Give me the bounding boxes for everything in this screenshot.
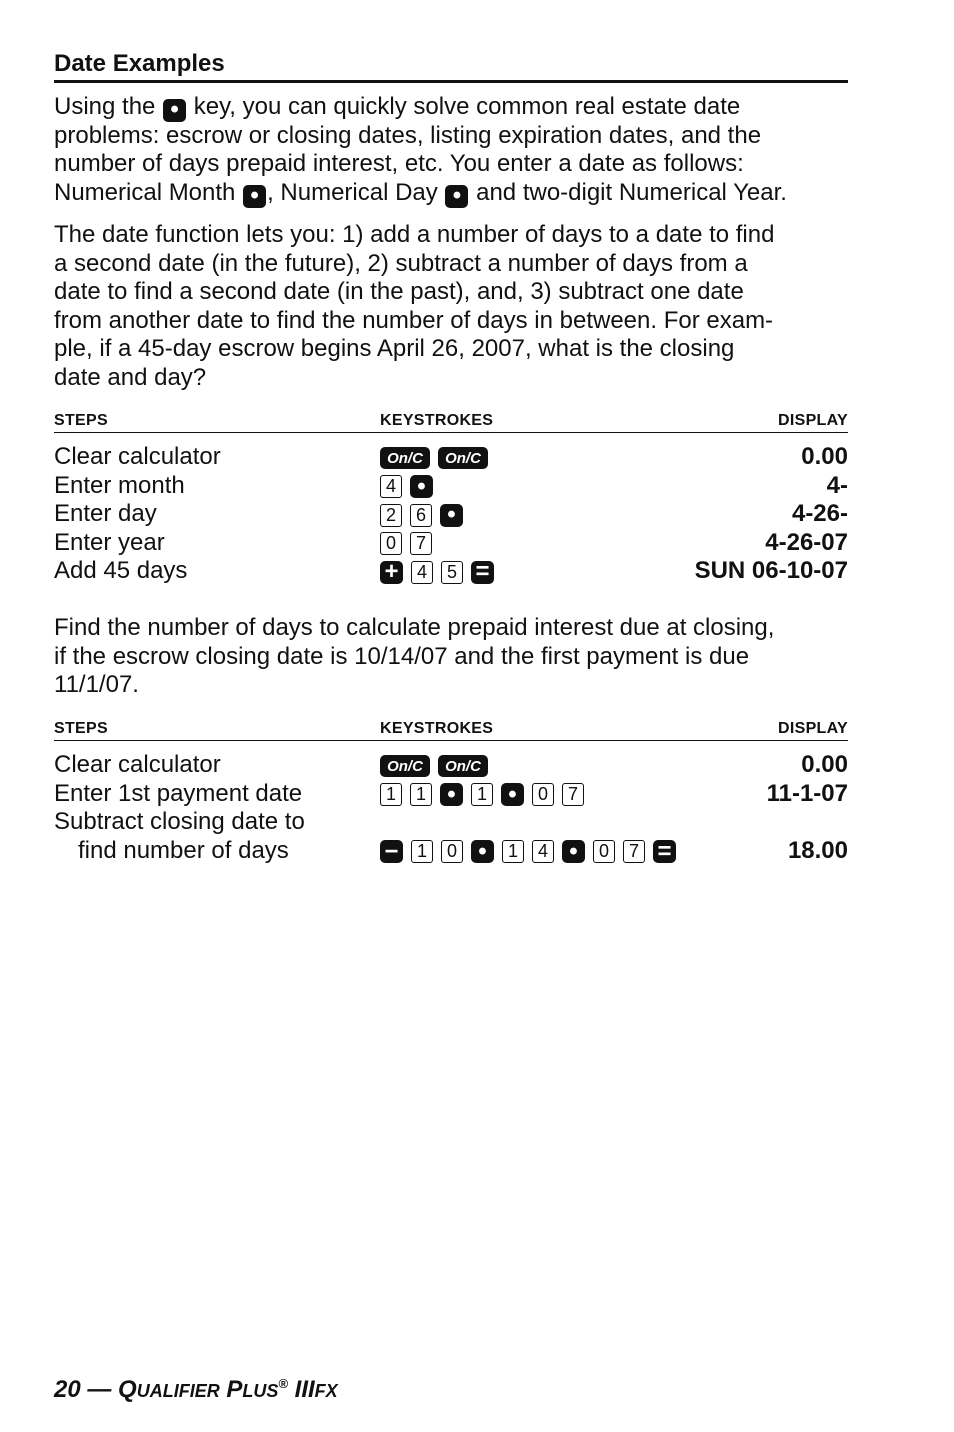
- date-key-icon: •: [410, 475, 433, 498]
- date-key-icon: •: [471, 840, 494, 863]
- date-key-icon: •: [501, 783, 524, 806]
- digit-4-key-icon: 4: [380, 475, 402, 498]
- text-line: if the escrow closing date is 10/14/07 and the first payment is due: [54, 642, 750, 670]
- digit-0-key-icon: 0: [380, 532, 402, 555]
- keystrokes: [380, 503, 463, 527]
- table-row: [54, 500, 848, 528]
- digit-1-key-icon: 1: [410, 783, 432, 806]
- step-label: Enter day: [54, 500, 157, 527]
- table-row: [54, 557, 848, 585]
- digit-6-key-icon: 6: [410, 504, 432, 527]
- section-title: Date Examples: [54, 50, 848, 83]
- keystrokes: [380, 754, 488, 778]
- equals-key-icon: =: [471, 561, 494, 584]
- keystrokes: [380, 560, 494, 584]
- step-label: Subtract closing date to: [54, 808, 305, 835]
- digit-7-key-icon: 7: [623, 840, 645, 863]
- date-key-icon: •: [440, 504, 463, 527]
- text-line: date to find a second date (in the past), and, 3) subtract one date: [54, 278, 744, 305]
- table-row: [54, 751, 848, 779]
- steps-header: STEPS: [54, 720, 108, 737]
- digit-7-key-icon: 7: [410, 532, 432, 555]
- on-c-key-icon: On/C: [438, 447, 488, 469]
- digit-5-key-icon: 5: [441, 561, 463, 584]
- intro-line-3: number of days prepaid interest, etc. You enter a date as follows:: [54, 150, 744, 178]
- date-key-icon: •: [445, 185, 468, 208]
- step-label: Add 45 days: [54, 557, 188, 584]
- function-paragraph: [54, 221, 854, 392]
- keystrokes-header: KEYSTROKES: [380, 412, 494, 429]
- display-value: 18.00: [787, 836, 848, 864]
- minus-key-icon: −: [380, 840, 403, 863]
- table-row: [54, 837, 848, 865]
- table-header: [54, 410, 848, 433]
- text-line: The date function lets you: 1) add a number of days to a date to find: [54, 221, 775, 248]
- date-key-icon: •: [243, 185, 266, 208]
- keystrokes-header: KEYSTROKES: [380, 720, 494, 737]
- keystrokes: [380, 472, 433, 500]
- display-value: 11-1-07: [766, 779, 848, 807]
- digit-0-key-icon: 0: [532, 783, 554, 806]
- digit-1-key-icon: 1: [471, 783, 493, 806]
- page-number: 20 —: [54, 1376, 119, 1403]
- intro-paragraph: [54, 93, 854, 208]
- keystrokes: [380, 446, 488, 470]
- display-value: 4-26-07: [765, 528, 848, 556]
- digit-4-key-icon: 4: [411, 561, 433, 584]
- date-key-icon: •: [440, 783, 463, 806]
- on-c-key-icon: On/C: [380, 755, 430, 777]
- intro-line-4: Numerical Month • , Numerical Day • and two-digit Numerical Year.: [54, 178, 787, 209]
- display-value: 4-26-: [791, 500, 848, 527]
- intro-line-2: problems: escrow or closing dates, listing expiration dates, and the: [54, 121, 762, 149]
- display-header: DISPLAY: [778, 412, 848, 429]
- digit-0-key-icon: 0: [441, 840, 463, 863]
- text-line: date and day?: [54, 363, 207, 391]
- text-line: 11/1/07.: [54, 671, 139, 698]
- display-value: 0.00: [801, 751, 848, 778]
- digit-0-key-icon: 0: [593, 840, 615, 863]
- text-line: a second date (in the future), 2) subtract a number of days from a: [54, 249, 748, 277]
- step-label: Clear calculator: [54, 751, 221, 778]
- digit-1-key-icon: 1: [380, 783, 402, 806]
- registered-mark: ®: [278, 1376, 288, 1391]
- digit-4-key-icon: 4: [532, 840, 554, 863]
- on-c-key-icon: On/C: [380, 447, 430, 469]
- on-c-key-icon: On/C: [438, 755, 488, 777]
- table-row: [54, 443, 848, 471]
- text-line: from another date to find the number of days in between. For exam-: [54, 306, 774, 334]
- table-row: [54, 808, 848, 836]
- step-label: Enter 1st payment date: [54, 779, 303, 807]
- steps-header: STEPS: [54, 412, 108, 429]
- date-key-icon: •: [562, 840, 585, 863]
- digit-2-key-icon: 2: [380, 504, 402, 527]
- step-label: find number of days: [78, 836, 289, 864]
- page-footer: 20 — QUALIFIER PLUS® IIIFX: [54, 1376, 338, 1403]
- keystrokes: [380, 780, 584, 808]
- display-value: 4-: [826, 471, 848, 499]
- digit-1-key-icon: 1: [411, 840, 433, 863]
- table-header: [54, 718, 848, 741]
- keystrokes: [380, 837, 676, 865]
- intro-line-1: Using the • key, you can quickly solve common real estate date: [54, 93, 741, 123]
- step-label: Enter year: [54, 528, 165, 556]
- step-label: Clear calculator: [54, 443, 221, 470]
- text-line: Find the number of days to calculate prepaid interest due at closing,: [54, 614, 775, 641]
- plus-key-icon: +: [380, 561, 403, 584]
- keystrokes: [380, 532, 432, 556]
- display-value: SUN 06-10-07: [694, 557, 848, 584]
- table-row: [54, 529, 848, 557]
- example-2-paragraph: [54, 614, 854, 700]
- table-row: [54, 472, 848, 500]
- equals-key-icon: =: [653, 840, 676, 863]
- digit-7-key-icon: 7: [562, 783, 584, 806]
- display-value: 0.00: [801, 443, 848, 470]
- table-row: [54, 780, 848, 808]
- digit-1-key-icon: 1: [502, 840, 524, 863]
- step-label: Enter month: [54, 471, 185, 499]
- text-line: ple, if a 45-day escrow begins April 26, 2007, what is the closing: [54, 335, 735, 362]
- date-key-icon: •: [163, 99, 186, 122]
- display-header: DISPLAY: [778, 720, 848, 737]
